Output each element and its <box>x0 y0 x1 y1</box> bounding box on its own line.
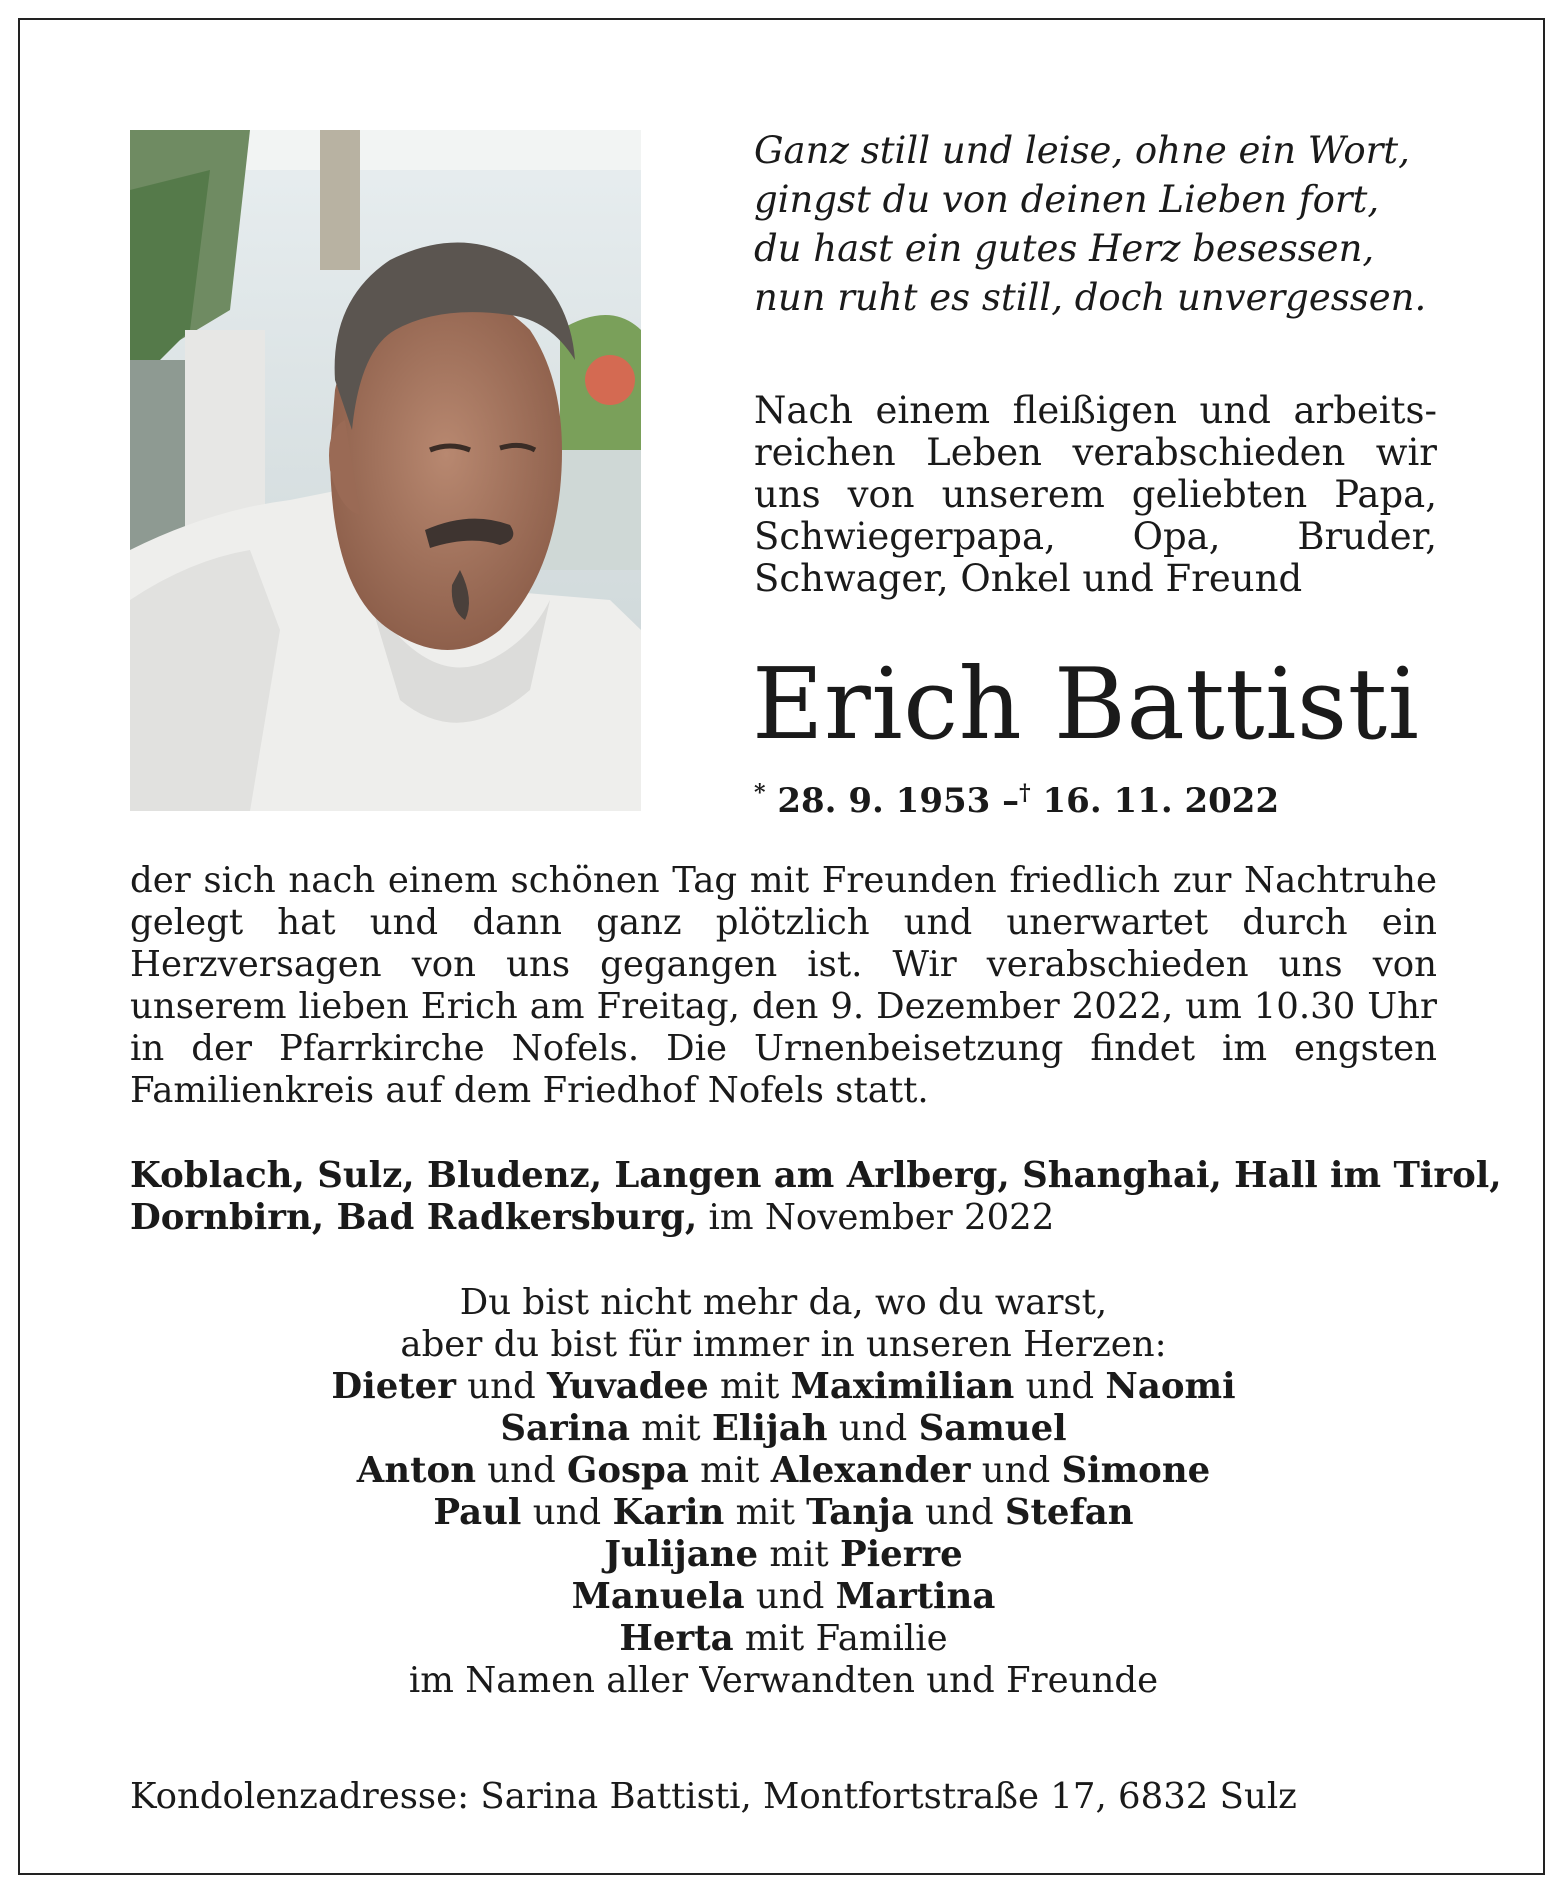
death-symbol: † <box>1019 780 1031 806</box>
places-and-date <box>130 1155 1502 1239</box>
poem-line: gingst du von deinen Lieben fort, <box>754 178 1380 221</box>
mourner-name: Paul <box>433 1492 522 1533</box>
mourner-name: Sarina <box>500 1408 630 1449</box>
mourner-connector: mit <box>708 1366 791 1407</box>
signoff-closing: im Namen aller Verwandten und Freunde <box>408 1660 1159 1701</box>
mourner-name: Stefan <box>1004 1492 1134 1533</box>
mourner-name: Julijane <box>604 1534 759 1575</box>
mourner-name: Manuela <box>571 1576 745 1617</box>
mourner-name: Yuvadee <box>547 1366 709 1407</box>
mourner-name: Tanja <box>806 1492 914 1533</box>
mourner-line <box>130 1450 1437 1492</box>
mourner-connector: und <box>913 1492 1005 1533</box>
mourner-connector: und <box>827 1408 919 1449</box>
mourner-line <box>130 1576 1437 1618</box>
signoff-verse: Du bist nicht mehr da, wo du warst, <box>459 1282 1108 1323</box>
mourners-signoff <box>130 1282 1437 1702</box>
mourner-connector: mit <box>758 1534 840 1575</box>
mourner-name: Gospa <box>567 1450 689 1491</box>
mourner-name: Dieter <box>331 1366 456 1407</box>
mourner-line <box>130 1366 1437 1408</box>
mourner-line <box>130 1492 1437 1534</box>
deceased-name: Erich Battisti <box>752 648 1420 762</box>
portrait-illustration <box>130 130 641 811</box>
mourner-name: Pierre <box>839 1534 963 1575</box>
memorial-poem <box>754 126 1427 322</box>
mourner-connector: und <box>521 1492 613 1533</box>
birth-date: 28. 9. 1953 <box>777 781 991 821</box>
mourner-connector: mit <box>629 1408 712 1449</box>
mourner-name: Simone <box>1061 1450 1211 1491</box>
mourner-connector: mit <box>724 1492 807 1533</box>
mourner-name: Martina <box>835 1576 996 1617</box>
mourner-name: Samuel <box>918 1408 1067 1449</box>
mourner-connector: und <box>1014 1366 1106 1407</box>
mourner-line <box>130 1618 1437 1660</box>
mourner-name: Herta <box>619 1618 734 1659</box>
intro-paragraph: Nach einem fleißigen und arbeitsreichen Leben verabschieden wir uns von unserem geliebten Papa, Schwiegerpapa, Opa, Bruder, Schwager, Onkel und Freund <box>754 389 1437 600</box>
places-line: Dornbirn, Bad Radkersburg, <box>130 1197 698 1238</box>
date-separator: – <box>1002 781 1020 821</box>
mourners-list <box>130 1366 1437 1660</box>
mourner-name: Karin <box>612 1492 725 1533</box>
poem-line: Ganz still und leise, ohne ein Wort, <box>754 129 1410 172</box>
poem-line: nun ruht es still, doch unvergessen. <box>754 276 1427 319</box>
main-paragraph: der sich nach einem schönen Tag mit Freunden friedlich zur Nachtruhe gelegt hat und dann ganz plötzlich und unerwartet durch ein Herzversagen von uns gegangen ist. Wir verabschieden uns von unserem lieben Erich am Freitag, den 9. Dezember 2022, um 10.30 Uhr in der Pfarrkirche Nofels. Die Urnenbeisetzung findet im engsten Familienkreis auf dem Friedhof Nofels statt. <box>130 860 1437 1111</box>
mourner-name: Naomi <box>1105 1366 1236 1407</box>
signoff-verse: aber du bist für immer in unseren Herzen: <box>400 1324 1167 1365</box>
life-dates <box>754 780 1279 821</box>
mourner-line <box>130 1408 1437 1450</box>
mourner-name: Elijah <box>711 1408 828 1449</box>
poem-line: du hast ein gutes Herz besessen, <box>754 227 1375 270</box>
mourner-name: Maximilian <box>790 1366 1015 1407</box>
portrait-photo <box>130 130 641 811</box>
death-date: 16. 11. 2022 <box>1042 781 1280 821</box>
places-line: Koblach, Sulz, Bludenz, Langen am Arlberg, Shanghai, Hall im Tirol, <box>130 1155 1502 1196</box>
date-line: im November 2022 <box>697 1197 1055 1238</box>
mourner-line <box>130 1534 1437 1576</box>
condolence-address: Kondolenzadresse: Sarina Battisti, Montfortstraße 17, 6832 Sulz <box>130 1776 1297 1817</box>
mourner-name: Alexander <box>770 1450 971 1491</box>
mourner-connector: mit Familie <box>733 1618 948 1659</box>
mourner-connector: und <box>744 1576 836 1617</box>
mourner-name: Anton <box>356 1450 477 1491</box>
birth-symbol: * <box>754 780 766 806</box>
mourner-connector: und <box>455 1366 547 1407</box>
mourner-connector: und <box>970 1450 1062 1491</box>
mourner-connector: und <box>476 1450 568 1491</box>
mourner-connector: mit <box>688 1450 771 1491</box>
